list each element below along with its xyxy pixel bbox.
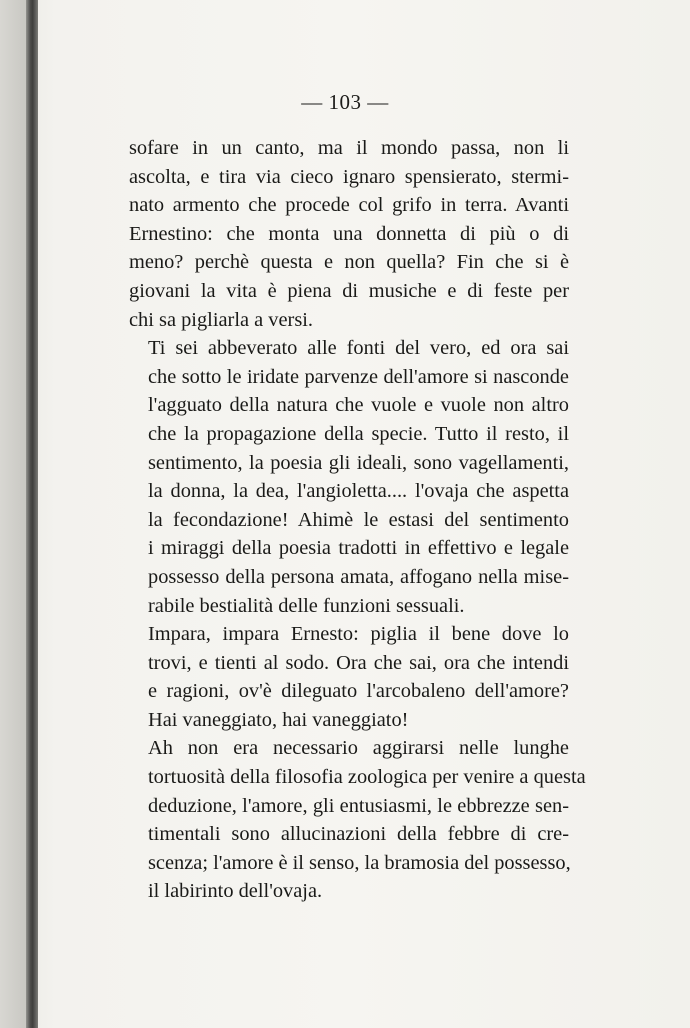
text-line: il labirinto dell'ovaja. xyxy=(148,880,323,903)
text-line: trovi, e tienti al sodo. Ora che sai, ora che intendi xyxy=(148,651,569,674)
text-line: deduzione, l'amore, gli entusiasmi, le ebbrezze sen- xyxy=(148,794,569,817)
text-line: sofare in un canto, ma il mondo passa, non li xyxy=(129,137,569,159)
text-line: Ah non era necessario aggirarsi nelle lunghe xyxy=(148,737,569,760)
text-line: rabile bestialità delle funzioni sessuali. xyxy=(148,594,465,617)
text-line: timentali sono allucinazioni della febbre di cre- xyxy=(148,823,569,846)
text-line: Hai vaneggiato, hai vaneggiato! xyxy=(148,708,409,731)
binding-edge xyxy=(26,0,38,1028)
text-line: possesso della persona amata, affogano nella mise- xyxy=(148,565,569,588)
page-gutter xyxy=(0,0,26,1028)
paragraph xyxy=(129,734,586,906)
paragraph xyxy=(129,620,569,734)
paragraph xyxy=(129,134,569,334)
text-line: giovani la vita è piena di musiche e di feste per xyxy=(129,279,569,302)
text-line: l'agguato della natura che vuole e vuole non altro xyxy=(148,394,569,417)
text-line: tortuosità della filosofia zoologica per venire a questa xyxy=(148,766,586,789)
text-line: la fecondazione! Ahimè le estasi del sentimento xyxy=(148,508,569,531)
page-number: — 103 — xyxy=(301,90,389,114)
text-line: nato armento che procede col grifo in terra. Avanti xyxy=(129,194,569,217)
paragraph xyxy=(129,334,569,620)
body-text xyxy=(129,134,586,906)
text-line: sentimento, la poesia gli ideali, sono vagellamenti, xyxy=(148,451,569,474)
text-line: meno? perchè questa e non quella? Fin che si è xyxy=(129,251,569,274)
text-line: che sotto le iridate parvenze dell'amore si nasconde xyxy=(148,365,569,388)
text-line: e ragioni, ov'è dileguato l'arcobaleno dell'amore? xyxy=(148,680,569,703)
text-line: Impara, impara Ernesto: piglia il bene dove lo xyxy=(148,623,569,646)
text-line: Ernestino: che monta una donnetta di più o di xyxy=(129,222,569,245)
text-line: chi sa pigliarla a versi. xyxy=(129,308,314,331)
text-line: che la propagazione della specie. Tutto il resto, il xyxy=(148,422,569,445)
text-line: la donna, la dea, l'angioletta.... l'ovaja che aspetta xyxy=(148,480,569,503)
text-line: ascolta, e tira via cieco ignaro spensierato, stermi- xyxy=(129,165,569,188)
text-line: Ti sei abbeverato alle fonti del vero, ed ora sai xyxy=(148,337,569,360)
text-line: scenza; l'amore è il senso, la bramosia del possesso, xyxy=(148,851,571,874)
text-line: i miraggi della poesia tradotti in effettivo e legale xyxy=(148,537,569,560)
